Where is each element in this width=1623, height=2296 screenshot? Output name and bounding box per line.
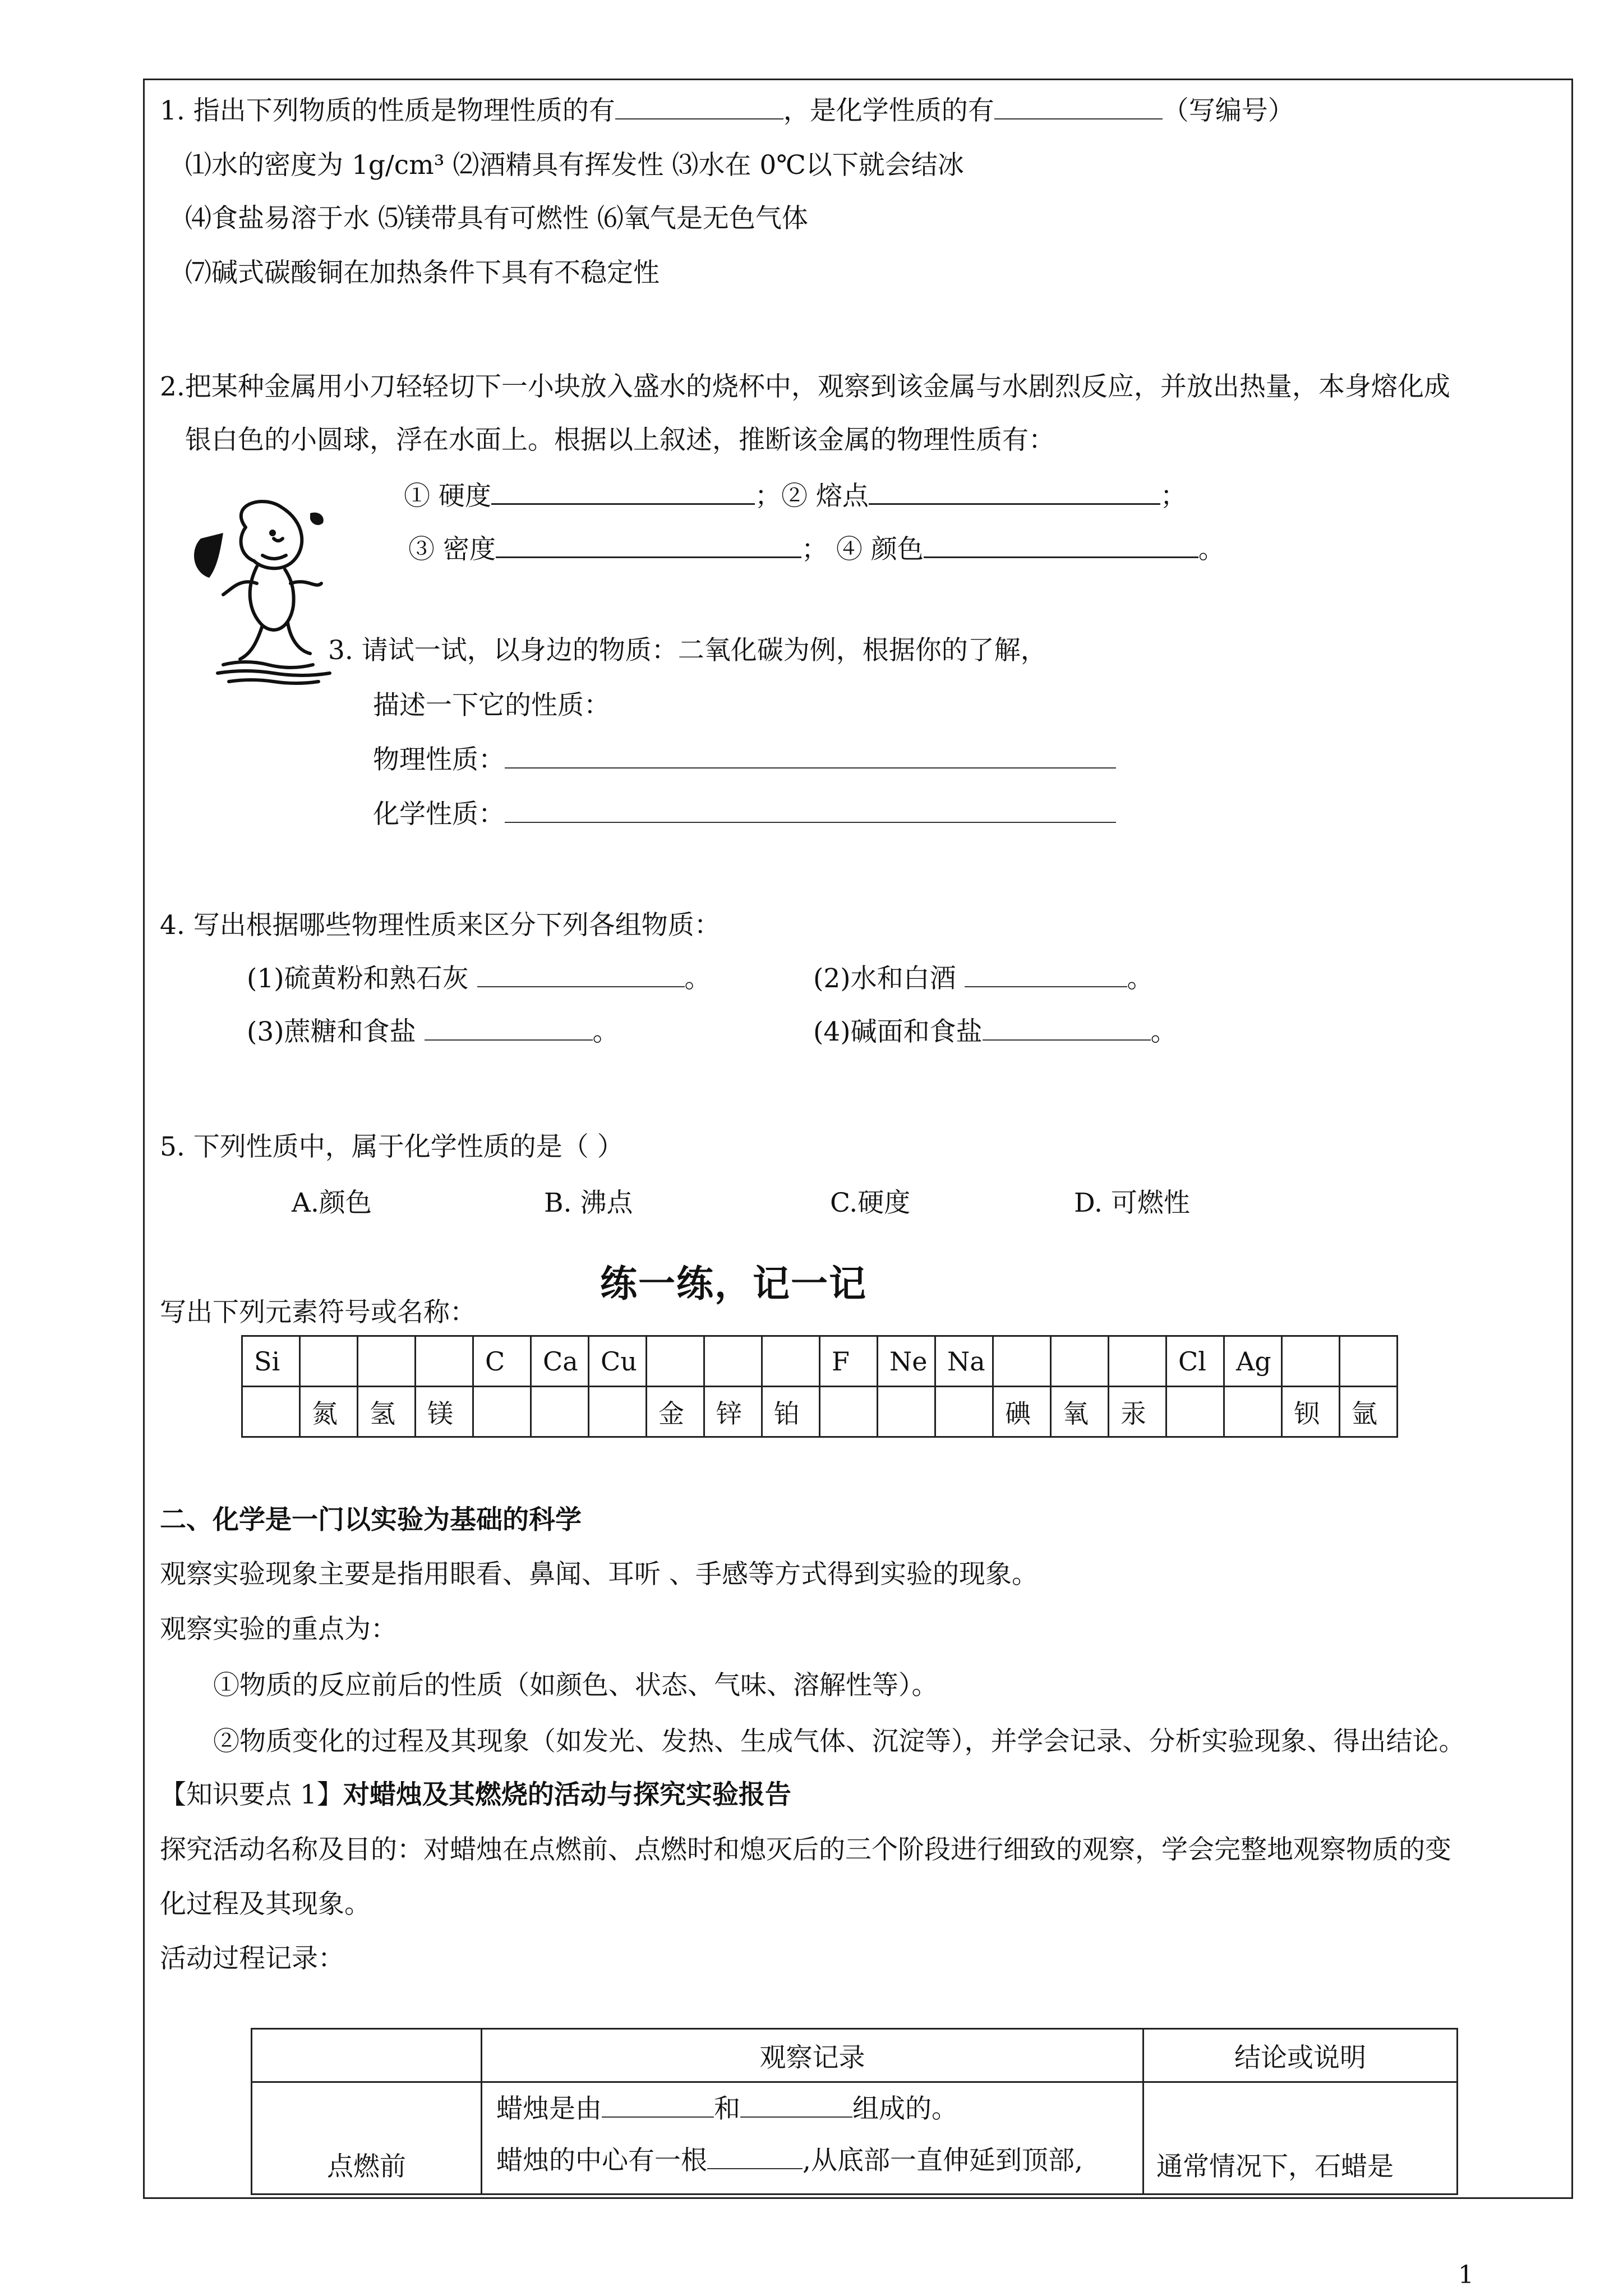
element-row-names bbox=[242, 1387, 1398, 1437]
q4-d-end: 。 bbox=[1150, 1016, 1177, 1047]
q2-semicolon: ； bbox=[1160, 481, 1187, 512]
element-cell[interactable]: 氢 bbox=[358, 1387, 416, 1437]
element-cell[interactable]: Na bbox=[935, 1336, 993, 1387]
element-cell[interactable]: 金 bbox=[647, 1387, 704, 1437]
record-row-before-lighting bbox=[252, 2082, 1458, 2194]
element-cell[interactable] bbox=[1340, 1336, 1398, 1387]
obs1-blank2[interactable] bbox=[740, 2095, 852, 2118]
record-header-observation: 观察记录 bbox=[482, 2029, 1144, 2082]
q5-stem: 5. 下列性质中，属于化学性质的是（ ） bbox=[160, 1131, 624, 1162]
page-number: 1 bbox=[1458, 2261, 1474, 2289]
snoopy-dancing-illustration bbox=[178, 494, 347, 696]
q2-density-label: ③ 密度 bbox=[408, 534, 496, 565]
element-cell[interactable]: Ca bbox=[531, 1336, 589, 1387]
record-conclusion-cell[interactable]: 通常情况下，石蜡是 bbox=[1144, 2082, 1458, 2194]
obs2-a: 蜡烛的中心有一根 bbox=[496, 2145, 707, 2176]
element-cell[interactable]: Cl bbox=[1166, 1336, 1224, 1387]
observation-line2 bbox=[496, 2135, 1142, 2187]
section2-point1: ①物质的反应前后的性质（如颜色、状态、气味、溶解性等）。 bbox=[213, 1670, 938, 1701]
q5-option-b[interactable]: B. 沸点 bbox=[544, 1188, 633, 1218]
q2-color-label: ； ④ 颜色 bbox=[801, 534, 924, 565]
element-cell[interactable] bbox=[416, 1336, 473, 1387]
element-table bbox=[241, 1335, 1398, 1438]
q3-line2: 描述一下它的性质： bbox=[373, 690, 610, 721]
element-cell[interactable] bbox=[358, 1336, 416, 1387]
element-cell[interactable]: 汞 bbox=[1109, 1387, 1166, 1437]
element-cell[interactable] bbox=[993, 1336, 1051, 1387]
element-cell[interactable]: 镁 bbox=[416, 1387, 473, 1437]
q3-physical-blank[interactable] bbox=[505, 746, 1116, 769]
record-header-conclusion: 结论或说明 bbox=[1144, 2029, 1458, 2082]
q2-row1 bbox=[404, 480, 1187, 513]
element-cell[interactable] bbox=[878, 1387, 935, 1437]
element-row-symbols bbox=[242, 1336, 1398, 1387]
q4-a-blank[interactable] bbox=[477, 965, 685, 987]
knowledge-prefix: 【知识要点 1】 bbox=[160, 1779, 343, 1810]
element-cell[interactable]: 锌 bbox=[704, 1387, 762, 1437]
q1-text-b: ，是化学性质的有 bbox=[783, 95, 994, 126]
q4-c-label: (3)蔗糖和食盐 bbox=[247, 1016, 416, 1047]
section2-heading: 二、化学是一门以实验为基础的科学 bbox=[160, 1504, 582, 1535]
q4-c bbox=[247, 1015, 619, 1049]
element-cell[interactable] bbox=[704, 1336, 762, 1387]
q1-option-line2: ⑷食盐易溶于水 ⑸镁带具有可燃性 ⑹氧气是无色气体 bbox=[185, 203, 808, 234]
practice-instruction: 写出下列元素符号或名称： bbox=[160, 1297, 476, 1328]
record-header-row bbox=[252, 2029, 1458, 2082]
knowledge-heading bbox=[160, 1778, 791, 1812]
knowledge-paragraph1: 探究活动名称及目的：对蜡烛在点燃前、点燃时和熄灭后的三个阶段进行细致的观察，学会完整地观察物质的变 bbox=[160, 1834, 1451, 1865]
element-cell[interactable]: 铂 bbox=[762, 1387, 820, 1437]
q1-blank-physical[interactable] bbox=[615, 97, 783, 119]
q2-hardness-blank[interactable] bbox=[491, 481, 755, 505]
q4-b bbox=[813, 962, 1154, 996]
section2-paragraph2: 观察实验的重点为： bbox=[160, 1614, 397, 1645]
element-cell[interactable]: Si bbox=[242, 1336, 300, 1387]
element-cell[interactable] bbox=[589, 1387, 647, 1437]
element-cell[interactable]: C bbox=[473, 1336, 531, 1387]
q4-line1: 4. 写出根据哪些物理性质来区分下列各组物质： bbox=[160, 910, 721, 941]
obs1-c: 组成的。 bbox=[852, 2093, 958, 2124]
element-cell[interactable] bbox=[935, 1387, 993, 1437]
q2-line2: 银白色的小圆球，浮在水面上。根据以上叙述，推断该金属的物理性质有： bbox=[185, 425, 1055, 455]
q5-option-d[interactable]: D. 可燃性 bbox=[1074, 1188, 1190, 1218]
q4-a-end: 。 bbox=[684, 963, 711, 994]
q2-density-blank[interactable] bbox=[496, 534, 801, 558]
q4-b-end: 。 bbox=[1127, 963, 1154, 994]
q1-text-a: 1. 指出下列物质的性质是物理性质的有 bbox=[160, 95, 615, 126]
element-cell[interactable] bbox=[242, 1387, 300, 1437]
q4-a bbox=[247, 962, 711, 996]
record-stage-before-lighting: 点燃前 bbox=[252, 2082, 482, 2194]
record-header-stage bbox=[252, 2029, 482, 2082]
element-cell[interactable]: 碘 bbox=[993, 1387, 1051, 1437]
element-cell[interactable] bbox=[1051, 1336, 1109, 1387]
knowledge-paragraph3: 活动过程记录： bbox=[160, 1943, 344, 1974]
q1-text-c: （写编号） bbox=[1162, 95, 1294, 126]
q2-line1: 2.把某种金属用小刀轻轻切下一小块放入盛水的烧杯中，观察到该金属与水剧烈反应，并放出热量，本身熔化成 bbox=[160, 371, 1450, 402]
element-cell[interactable]: Cu bbox=[589, 1336, 647, 1387]
element-cell[interactable] bbox=[1109, 1336, 1166, 1387]
q1-option-line3: ⑺碱式碳酸铜在加热条件下具有不稳定性 bbox=[185, 257, 660, 288]
element-cell[interactable] bbox=[820, 1387, 878, 1437]
section2-paragraph1: 观察实验现象主要是指用眼看、鼻闻、耳听 、手感等方式得到实验的现象。 bbox=[160, 1559, 1038, 1590]
q4-b-label: (2)水和白酒 bbox=[813, 963, 956, 994]
q3-chemical-row bbox=[373, 798, 1116, 831]
q2-end: 。 bbox=[1198, 534, 1225, 565]
element-cell[interactable]: 钡 bbox=[1282, 1387, 1340, 1437]
element-cell[interactable]: 氮 bbox=[300, 1387, 358, 1437]
element-cell[interactable] bbox=[762, 1336, 820, 1387]
q2-melting-blank[interactable] bbox=[869, 481, 1160, 505]
practice-title: 练一练，记一记 bbox=[600, 1262, 867, 1305]
obs1-a: 蜡烛是由 bbox=[496, 2093, 602, 2124]
activity-record-table bbox=[251, 2028, 1458, 2195]
observation-line1 bbox=[496, 2083, 1142, 2135]
q1-blank-chemical[interactable] bbox=[994, 97, 1163, 119]
q4-a-label: (1)硫黄粉和熟石灰 bbox=[247, 963, 469, 994]
q2-color-blank[interactable] bbox=[924, 534, 1198, 558]
element-cell[interactable] bbox=[531, 1387, 589, 1437]
q5-option-a[interactable]: A.颜色 bbox=[292, 1188, 372, 1218]
q2-hardness-label: ① 硬度 bbox=[404, 481, 491, 512]
q4-c-blank[interactable] bbox=[425, 1018, 593, 1041]
knowledge-title: 对蜡烛及其燃烧的活动与探究实验报告 bbox=[343, 1779, 791, 1810]
element-cell[interactable]: Ag bbox=[1224, 1336, 1282, 1387]
knowledge-paragraph2: 化过程及其现象。 bbox=[160, 1889, 371, 1920]
q4-c-end: 。 bbox=[592, 1016, 619, 1047]
q3-physical-row bbox=[373, 743, 1116, 777]
element-cell[interactable]: 氧 bbox=[1051, 1387, 1109, 1437]
element-cell[interactable] bbox=[1166, 1387, 1224, 1437]
q3-chemical-label: 化学性质： bbox=[373, 799, 505, 830]
element-cell[interactable] bbox=[1224, 1387, 1282, 1437]
element-cell[interactable]: F bbox=[820, 1336, 878, 1387]
q4-b-blank[interactable] bbox=[965, 965, 1127, 987]
element-cell[interactable] bbox=[473, 1387, 531, 1437]
q3-chemical-blank[interactable] bbox=[505, 800, 1116, 823]
obs2-b: ,从底部一直伸延到顶部, bbox=[803, 2145, 1083, 2176]
q2-melting-label: ；② 熔点 bbox=[754, 481, 869, 512]
element-cell[interactable]: Ne bbox=[878, 1336, 935, 1387]
element-cell[interactable] bbox=[300, 1336, 358, 1387]
obs1-b: 和 bbox=[714, 2093, 740, 2124]
record-observation-cell[interactable] bbox=[482, 2082, 1144, 2194]
q1-option-line1: ⑴水的密度为 1g/cm³ ⑵酒精具有挥发性 ⑶水在 0℃以下就会结冰 bbox=[185, 150, 964, 181]
element-cell[interactable] bbox=[647, 1336, 704, 1387]
element-cell[interactable] bbox=[1282, 1336, 1340, 1387]
element-cell[interactable]: 氩 bbox=[1340, 1387, 1398, 1437]
q5-option-c[interactable]: C.硬度 bbox=[830, 1188, 911, 1218]
q1-stem bbox=[160, 94, 1294, 128]
obs2-blank[interactable] bbox=[707, 2147, 803, 2169]
q3-line1: 3. 请试一试，以身边的物质：二氧化碳为例，根据你的了解， bbox=[328, 635, 1047, 666]
section2-point2: ②物质变化的过程及其现象（如发光、发热、生成气体、沉淀等），并学会记录、分析实验现象、得出结论。 bbox=[213, 1726, 1465, 1757]
q4-d-blank[interactable] bbox=[983, 1018, 1151, 1041]
q4-d bbox=[813, 1015, 1177, 1049]
q4-d-label: (4)碱面和食盐 bbox=[813, 1016, 983, 1047]
q2-row2 bbox=[408, 533, 1225, 567]
obs1-blank1[interactable] bbox=[602, 2095, 714, 2118]
q3-physical-label: 物理性质： bbox=[373, 744, 505, 775]
